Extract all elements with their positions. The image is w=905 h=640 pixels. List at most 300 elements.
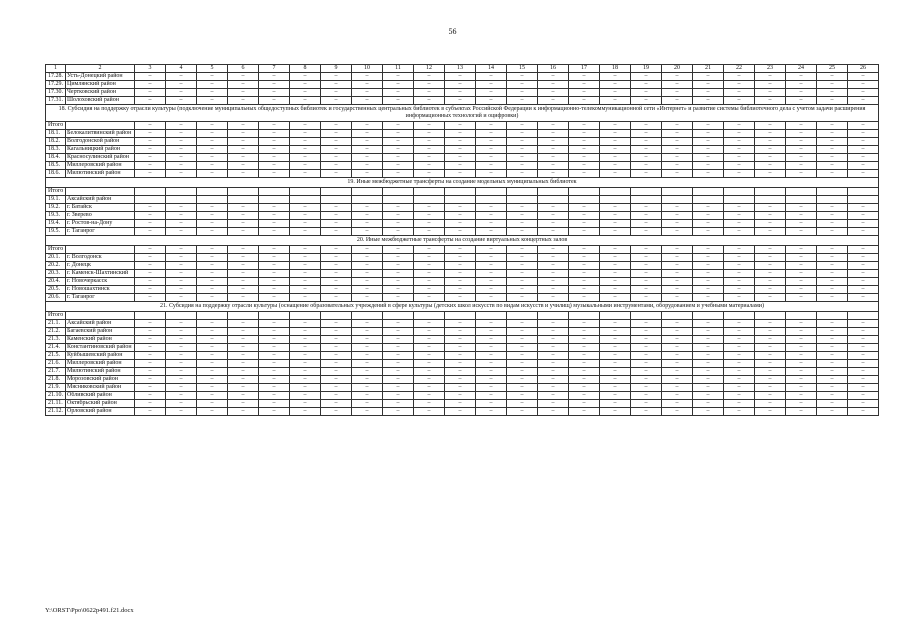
value-cell: – bbox=[507, 270, 538, 278]
table-row bbox=[46, 122, 879, 130]
value-cell: – bbox=[693, 138, 724, 146]
value-cell: – bbox=[631, 162, 662, 170]
value-cell: – bbox=[538, 344, 569, 352]
row-number: 20.6. bbox=[46, 294, 66, 302]
table-row bbox=[46, 328, 879, 336]
value-cell: – bbox=[507, 162, 538, 170]
value-cell: – bbox=[538, 146, 569, 154]
row-name: г. Донецк bbox=[66, 262, 135, 270]
value-cell: – bbox=[662, 162, 693, 170]
header-row bbox=[46, 65, 879, 73]
value-cell: – bbox=[166, 270, 197, 278]
value-cell: – bbox=[817, 408, 848, 416]
value-cell bbox=[631, 188, 662, 196]
column-header: 21 bbox=[693, 65, 724, 73]
row-name: Волгодонской район bbox=[66, 138, 135, 146]
value-cell: – bbox=[414, 376, 445, 384]
value-cell: – bbox=[383, 344, 414, 352]
value-cell: – bbox=[693, 320, 724, 328]
value-cell: – bbox=[383, 130, 414, 138]
value-cell: – bbox=[259, 89, 290, 97]
value-cell: – bbox=[755, 270, 786, 278]
value-cell: – bbox=[166, 336, 197, 344]
value-cell: – bbox=[693, 408, 724, 416]
value-cell: – bbox=[786, 73, 817, 81]
value-cell: – bbox=[445, 130, 476, 138]
value-cell: – bbox=[848, 170, 879, 178]
value-cell: – bbox=[445, 392, 476, 400]
value-cell: – bbox=[228, 392, 259, 400]
value-cell: – bbox=[507, 228, 538, 236]
value-cell: – bbox=[817, 162, 848, 170]
value-cell: – bbox=[600, 286, 631, 294]
value-cell: – bbox=[662, 352, 693, 360]
column-header: 13 bbox=[445, 65, 476, 73]
value-cell: – bbox=[600, 278, 631, 286]
value-cell: – bbox=[848, 286, 879, 294]
value-cell bbox=[848, 188, 879, 196]
value-cell: – bbox=[135, 400, 166, 408]
value-cell: – bbox=[445, 170, 476, 178]
value-cell: – bbox=[538, 352, 569, 360]
value-cell: – bbox=[538, 392, 569, 400]
value-cell: – bbox=[631, 368, 662, 376]
value-cell: – bbox=[569, 262, 600, 270]
value-cell: – bbox=[631, 384, 662, 392]
value-cell: – bbox=[569, 122, 600, 130]
value-cell: – bbox=[817, 286, 848, 294]
value-cell: – bbox=[817, 130, 848, 138]
value-cell bbox=[290, 196, 321, 204]
value-cell: – bbox=[507, 212, 538, 220]
value-cell: – bbox=[228, 336, 259, 344]
value-cell: – bbox=[662, 220, 693, 228]
value-cell: – bbox=[693, 376, 724, 384]
value-cell: – bbox=[631, 170, 662, 178]
value-cell: – bbox=[786, 384, 817, 392]
value-cell: – bbox=[352, 294, 383, 302]
value-cell: – bbox=[290, 384, 321, 392]
value-cell bbox=[290, 188, 321, 196]
value-cell: – bbox=[414, 392, 445, 400]
value-cell: – bbox=[693, 384, 724, 392]
value-cell: – bbox=[197, 220, 228, 228]
value-cell: – bbox=[724, 154, 755, 162]
value-cell: – bbox=[662, 278, 693, 286]
value-cell: – bbox=[445, 146, 476, 154]
value-cell: – bbox=[197, 97, 228, 105]
value-cell: – bbox=[228, 97, 259, 105]
value-cell: – bbox=[569, 270, 600, 278]
row-number: Итого bbox=[46, 312, 66, 320]
value-cell: – bbox=[538, 336, 569, 344]
row-number: 20.2. bbox=[46, 262, 66, 270]
value-cell: – bbox=[259, 254, 290, 262]
value-cell: – bbox=[538, 138, 569, 146]
value-cell: – bbox=[290, 286, 321, 294]
table-row bbox=[46, 392, 879, 400]
table-row bbox=[46, 320, 879, 328]
value-cell bbox=[600, 312, 631, 320]
value-cell bbox=[476, 196, 507, 204]
value-cell: – bbox=[755, 400, 786, 408]
value-cell: – bbox=[693, 162, 724, 170]
value-cell: – bbox=[538, 270, 569, 278]
value-cell: – bbox=[569, 352, 600, 360]
value-cell: – bbox=[817, 262, 848, 270]
value-cell: – bbox=[414, 344, 445, 352]
value-cell: – bbox=[259, 262, 290, 270]
value-cell: – bbox=[507, 97, 538, 105]
value-cell: – bbox=[724, 360, 755, 368]
value-cell: – bbox=[228, 368, 259, 376]
value-cell: – bbox=[662, 122, 693, 130]
value-cell: – bbox=[507, 220, 538, 228]
value-cell: – bbox=[693, 130, 724, 138]
value-cell bbox=[321, 312, 352, 320]
value-cell: – bbox=[352, 376, 383, 384]
value-cell: – bbox=[321, 294, 352, 302]
section-heading: 21. Субсидия на поддержку отрасли культуры (оснащение образовательных учреждений в сфере культуры (детских школ искусств по видам искусств и училищ) музыкальными инструментами, оборудованием и учебными материалами) bbox=[46, 302, 879, 312]
value-cell: – bbox=[848, 254, 879, 262]
row-name bbox=[66, 246, 135, 254]
table-row bbox=[46, 228, 879, 236]
value-cell: – bbox=[135, 81, 166, 89]
row-name: г. Зверево bbox=[66, 212, 135, 220]
row-name: г. Таганрог bbox=[66, 294, 135, 302]
value-cell: – bbox=[817, 376, 848, 384]
value-cell: – bbox=[228, 220, 259, 228]
table-row bbox=[46, 196, 879, 204]
value-cell: – bbox=[600, 73, 631, 81]
value-cell: – bbox=[693, 336, 724, 344]
value-cell: – bbox=[228, 228, 259, 236]
value-cell: – bbox=[135, 392, 166, 400]
value-cell: – bbox=[445, 262, 476, 270]
value-cell: – bbox=[352, 122, 383, 130]
value-cell: – bbox=[569, 368, 600, 376]
value-cell: – bbox=[755, 320, 786, 328]
value-cell: – bbox=[507, 294, 538, 302]
value-cell: – bbox=[166, 328, 197, 336]
value-cell: – bbox=[538, 154, 569, 162]
value-cell: – bbox=[693, 97, 724, 105]
value-cell: – bbox=[321, 162, 352, 170]
value-cell: – bbox=[693, 204, 724, 212]
value-cell bbox=[135, 312, 166, 320]
value-cell: – bbox=[755, 220, 786, 228]
value-cell: – bbox=[476, 73, 507, 81]
table-row bbox=[46, 146, 879, 154]
column-header: 7 bbox=[259, 65, 290, 73]
value-cell: – bbox=[662, 360, 693, 368]
value-cell: – bbox=[693, 170, 724, 178]
value-cell: – bbox=[786, 220, 817, 228]
value-cell: – bbox=[383, 320, 414, 328]
row-number: Итого bbox=[46, 188, 66, 196]
value-cell: – bbox=[507, 400, 538, 408]
value-cell: – bbox=[135, 73, 166, 81]
value-cell: – bbox=[414, 384, 445, 392]
value-cell: – bbox=[817, 81, 848, 89]
value-cell: – bbox=[414, 154, 445, 162]
value-cell: – bbox=[352, 352, 383, 360]
value-cell: – bbox=[321, 336, 352, 344]
value-cell: – bbox=[600, 352, 631, 360]
value-cell: – bbox=[848, 270, 879, 278]
value-cell bbox=[755, 196, 786, 204]
value-cell: – bbox=[600, 368, 631, 376]
value-cell: – bbox=[321, 122, 352, 130]
value-cell: – bbox=[228, 294, 259, 302]
value-cell: – bbox=[383, 278, 414, 286]
value-cell: – bbox=[321, 262, 352, 270]
value-cell: – bbox=[197, 228, 228, 236]
value-cell: – bbox=[135, 262, 166, 270]
value-cell: – bbox=[166, 220, 197, 228]
value-cell: – bbox=[197, 212, 228, 220]
value-cell bbox=[290, 312, 321, 320]
value-cell: – bbox=[507, 408, 538, 416]
row-name: Октябрьский район bbox=[66, 400, 135, 408]
value-cell: – bbox=[538, 328, 569, 336]
value-cell: – bbox=[600, 336, 631, 344]
value-cell: – bbox=[817, 97, 848, 105]
value-cell: – bbox=[352, 246, 383, 254]
value-cell: – bbox=[786, 336, 817, 344]
row-name: г. Новочеркасск bbox=[66, 278, 135, 286]
value-cell: – bbox=[569, 162, 600, 170]
value-cell: – bbox=[383, 228, 414, 236]
value-cell: – bbox=[569, 286, 600, 294]
value-cell: – bbox=[383, 146, 414, 154]
page-number: 56 bbox=[448, 27, 457, 36]
value-cell: – bbox=[786, 376, 817, 384]
value-cell: – bbox=[259, 97, 290, 105]
value-cell: – bbox=[569, 146, 600, 154]
value-cell: – bbox=[848, 384, 879, 392]
value-cell: – bbox=[600, 146, 631, 154]
value-cell: – bbox=[538, 278, 569, 286]
value-cell: – bbox=[662, 246, 693, 254]
value-cell: – bbox=[135, 162, 166, 170]
value-cell: – bbox=[507, 130, 538, 138]
row-number: 20.1. bbox=[46, 254, 66, 262]
value-cell: – bbox=[848, 89, 879, 97]
value-cell: – bbox=[197, 320, 228, 328]
value-cell: – bbox=[662, 368, 693, 376]
table-row bbox=[46, 188, 879, 196]
value-cell: – bbox=[724, 170, 755, 178]
value-cell: – bbox=[166, 246, 197, 254]
value-cell: – bbox=[600, 89, 631, 97]
section-heading-row bbox=[46, 178, 879, 188]
value-cell: – bbox=[197, 89, 228, 97]
column-header: 8 bbox=[290, 65, 321, 73]
value-cell bbox=[445, 188, 476, 196]
value-cell: – bbox=[197, 286, 228, 294]
value-cell bbox=[786, 188, 817, 196]
value-cell: – bbox=[383, 154, 414, 162]
value-cell: – bbox=[476, 89, 507, 97]
value-cell: – bbox=[352, 278, 383, 286]
row-name bbox=[66, 188, 135, 196]
value-cell: – bbox=[538, 204, 569, 212]
value-cell bbox=[569, 312, 600, 320]
column-header: 22 bbox=[724, 65, 755, 73]
value-cell: – bbox=[600, 392, 631, 400]
row-number: 19.2. bbox=[46, 204, 66, 212]
value-cell bbox=[445, 196, 476, 204]
table-row bbox=[46, 170, 879, 178]
value-cell: – bbox=[228, 254, 259, 262]
value-cell: – bbox=[414, 162, 445, 170]
value-cell: – bbox=[290, 146, 321, 154]
value-cell: – bbox=[755, 294, 786, 302]
value-cell: – bbox=[352, 320, 383, 328]
value-cell: – bbox=[166, 368, 197, 376]
value-cell: – bbox=[228, 286, 259, 294]
value-cell: – bbox=[755, 228, 786, 236]
row-number: Итого bbox=[46, 122, 66, 130]
value-cell: – bbox=[135, 408, 166, 416]
value-cell: – bbox=[259, 328, 290, 336]
section-heading-row bbox=[46, 105, 879, 122]
value-cell: – bbox=[569, 278, 600, 286]
value-cell: – bbox=[693, 352, 724, 360]
value-cell: – bbox=[631, 392, 662, 400]
value-cell: – bbox=[569, 154, 600, 162]
value-cell: – bbox=[166, 89, 197, 97]
value-cell: – bbox=[538, 400, 569, 408]
value-cell: – bbox=[631, 262, 662, 270]
value-cell: – bbox=[724, 146, 755, 154]
value-cell: – bbox=[259, 368, 290, 376]
value-cell bbox=[321, 196, 352, 204]
row-number: 21.11. bbox=[46, 400, 66, 408]
value-cell: – bbox=[538, 320, 569, 328]
value-cell bbox=[848, 196, 879, 204]
value-cell: – bbox=[166, 146, 197, 154]
value-cell bbox=[569, 188, 600, 196]
value-cell: – bbox=[228, 162, 259, 170]
section-heading: 18. Субсидия на поддержку отрасли культуры (подключение муниципальных общедоступных библиотек и государственных центральных библиотек в субъектах Российской Федерации к информационно-телекоммуникационной сети «Интернет» и развитие системы библиотечного дела с учетом задачи расширения информационных технологий и оцифровки) bbox=[46, 105, 879, 122]
value-cell: – bbox=[848, 278, 879, 286]
value-cell: – bbox=[135, 130, 166, 138]
value-cell: – bbox=[166, 384, 197, 392]
column-header: 10 bbox=[352, 65, 383, 73]
value-cell: – bbox=[786, 400, 817, 408]
value-cell: – bbox=[445, 360, 476, 368]
value-cell: – bbox=[135, 278, 166, 286]
value-cell: – bbox=[848, 246, 879, 254]
value-cell: – bbox=[569, 81, 600, 89]
value-cell: – bbox=[848, 162, 879, 170]
value-cell: – bbox=[228, 344, 259, 352]
value-cell: – bbox=[786, 254, 817, 262]
value-cell: – bbox=[755, 328, 786, 336]
value-cell: – bbox=[445, 286, 476, 294]
value-cell: – bbox=[507, 368, 538, 376]
value-cell: – bbox=[817, 170, 848, 178]
value-cell: – bbox=[631, 130, 662, 138]
value-cell: – bbox=[631, 376, 662, 384]
value-cell: – bbox=[724, 294, 755, 302]
value-cell: – bbox=[414, 408, 445, 416]
table-row bbox=[46, 220, 879, 228]
value-cell: – bbox=[476, 138, 507, 146]
row-number: 20.4. bbox=[46, 278, 66, 286]
value-cell: – bbox=[228, 262, 259, 270]
value-cell: – bbox=[197, 246, 228, 254]
value-cell: – bbox=[445, 228, 476, 236]
value-cell: – bbox=[755, 122, 786, 130]
value-cell: – bbox=[321, 97, 352, 105]
value-cell: – bbox=[538, 97, 569, 105]
value-cell: – bbox=[817, 352, 848, 360]
value-cell: – bbox=[445, 336, 476, 344]
value-cell: – bbox=[445, 162, 476, 170]
value-cell: – bbox=[321, 73, 352, 81]
value-cell: – bbox=[755, 97, 786, 105]
value-cell: – bbox=[755, 204, 786, 212]
section-heading-row bbox=[46, 236, 879, 246]
value-cell: – bbox=[259, 278, 290, 286]
value-cell: – bbox=[786, 81, 817, 89]
value-cell: – bbox=[724, 122, 755, 130]
value-cell bbox=[786, 196, 817, 204]
column-header: 20 bbox=[662, 65, 693, 73]
value-cell bbox=[693, 188, 724, 196]
value-cell: – bbox=[848, 344, 879, 352]
value-cell: – bbox=[755, 73, 786, 81]
row-number: 17.28. bbox=[46, 73, 66, 81]
value-cell: – bbox=[662, 146, 693, 154]
value-cell: – bbox=[383, 162, 414, 170]
value-cell: – bbox=[259, 376, 290, 384]
value-cell: – bbox=[445, 204, 476, 212]
value-cell: – bbox=[290, 154, 321, 162]
column-header: 15 bbox=[507, 65, 538, 73]
row-name: г. Таганрог bbox=[66, 228, 135, 236]
value-cell: – bbox=[383, 89, 414, 97]
value-cell: – bbox=[507, 392, 538, 400]
value-cell: – bbox=[445, 270, 476, 278]
value-cell: – bbox=[600, 376, 631, 384]
value-cell: – bbox=[290, 328, 321, 336]
value-cell bbox=[228, 196, 259, 204]
row-number: 21.10. bbox=[46, 392, 66, 400]
value-cell: – bbox=[290, 278, 321, 286]
value-cell: – bbox=[786, 270, 817, 278]
row-number: 18.2. bbox=[46, 138, 66, 146]
column-header: 12 bbox=[414, 65, 445, 73]
value-cell: – bbox=[755, 360, 786, 368]
value-cell: – bbox=[290, 170, 321, 178]
value-cell: – bbox=[352, 228, 383, 236]
value-cell: – bbox=[538, 408, 569, 416]
value-cell: – bbox=[352, 328, 383, 336]
column-header: 25 bbox=[817, 65, 848, 73]
value-cell: – bbox=[755, 246, 786, 254]
value-cell: – bbox=[383, 212, 414, 220]
value-cell: – bbox=[259, 146, 290, 154]
value-cell: – bbox=[197, 204, 228, 212]
row-number: 21.4. bbox=[46, 344, 66, 352]
value-cell: – bbox=[383, 220, 414, 228]
value-cell: – bbox=[476, 162, 507, 170]
value-cell: – bbox=[507, 328, 538, 336]
